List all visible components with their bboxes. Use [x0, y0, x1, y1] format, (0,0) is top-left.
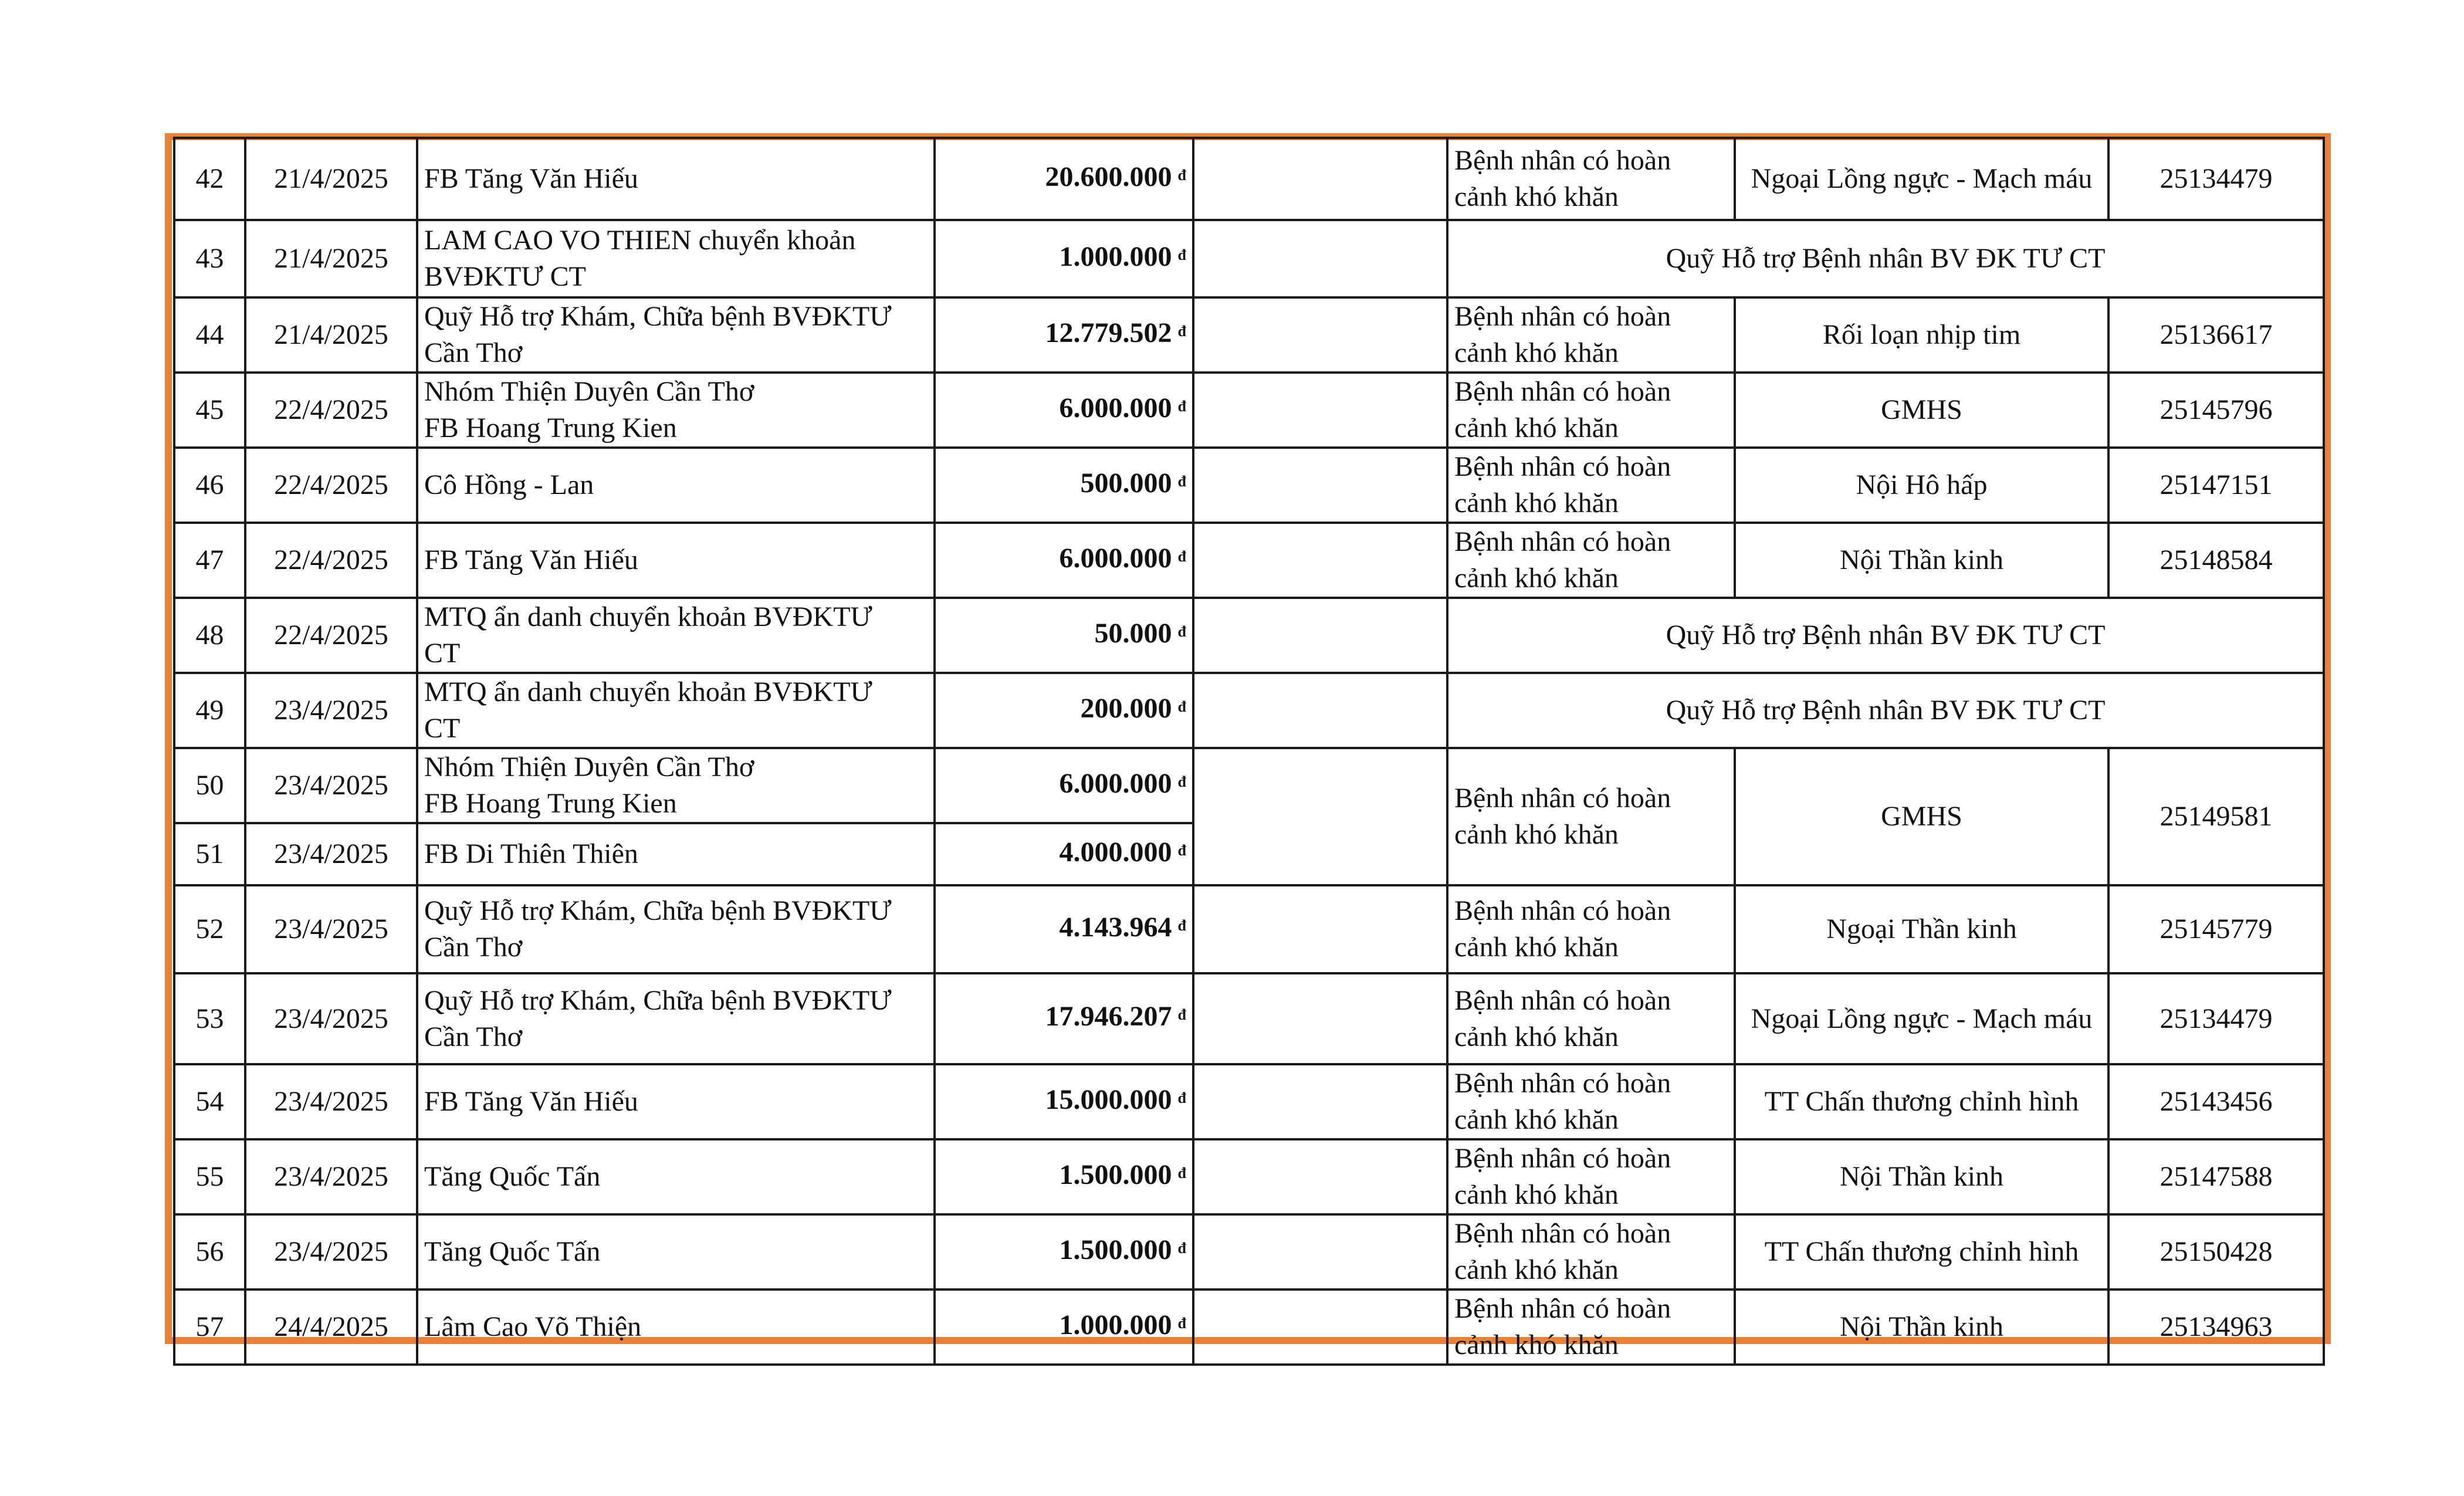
- row-date: 22/4/2025: [245, 523, 417, 598]
- beneficiary-category: Bệnh nhân có hoàn cảnh khó khăn: [1447, 523, 1735, 598]
- beneficiary-category: Bệnh nhân có hoàn cảnh khó khăn: [1447, 448, 1735, 523]
- table-row: [174, 373, 2324, 448]
- patient-code: 25149581: [2108, 748, 2324, 885]
- patient-code: 25134479: [2108, 973, 2324, 1064]
- currency-symbol: đ: [1177, 246, 1186, 263]
- row-number: 45: [174, 373, 245, 448]
- currency-symbol: đ: [1177, 698, 1186, 715]
- hospital-department: Rối loạn nhịp tim: [1735, 297, 2108, 373]
- row-number: 52: [174, 885, 245, 973]
- beneficiary-category: Bệnh nhân có hoàn cảnh khó khăn: [1447, 1289, 1735, 1365]
- currency-symbol: đ: [1177, 1006, 1186, 1023]
- donor-name: Nhóm Thiện Duyên Cần Thơ FB Hoang Trung Kien: [417, 748, 935, 823]
- row-date: 23/4/2025: [245, 748, 417, 823]
- row-date: 22/4/2025: [245, 448, 417, 523]
- donation-amount: 4.000.000 $^đ$: [935, 823, 1193, 885]
- hospital-department: Nội Hô hấp: [1735, 448, 2108, 523]
- beneficiary-category: Bệnh nhân có hoàn cảnh khó khăn: [1447, 1214, 1735, 1289]
- donation-amount: 1.500.000 $^đ$: [935, 1139, 1193, 1214]
- row-number: 54: [174, 1064, 245, 1139]
- currency-symbol: đ: [1177, 1164, 1186, 1182]
- donor-name: Quỹ Hỗ trợ Khám, Chữa bệnh BVĐKTƯ Cần Thơ: [417, 973, 935, 1064]
- patient-code: 25145796: [2108, 373, 2324, 448]
- donor-name: Quỹ Hỗ trợ Khám, Chữa bệnh BVĐKTƯ Cần Thơ: [417, 297, 935, 373]
- patient-code: 25145779: [2108, 885, 2324, 973]
- row-number: 56: [174, 1214, 245, 1289]
- patient-code: 25147588: [2108, 1139, 2324, 1214]
- hospital-department: TT Chấn thương chỉnh hình: [1735, 1064, 2108, 1139]
- donor-name: Cô Hồng - Lan: [417, 448, 935, 523]
- currency-symbol: đ: [1177, 841, 1186, 859]
- blank-cell: [1193, 1289, 1447, 1365]
- row-number: 53: [174, 973, 245, 1064]
- beneficiary-category: Bệnh nhân có hoàn cảnh khó khăn: [1447, 297, 1735, 373]
- row-number: 43: [174, 220, 245, 297]
- row-number: 49: [174, 673, 245, 748]
- donation-amount: 15.000.000 $^đ$: [935, 1064, 1193, 1139]
- row-number: 44: [174, 297, 245, 373]
- table-row: [174, 220, 2324, 297]
- fund-name: Quỹ Hỗ trợ Bệnh nhân BV ĐK TƯ CT: [1447, 220, 2324, 297]
- row-date: 23/4/2025: [245, 1064, 417, 1139]
- currency-symbol: đ: [1177, 1089, 1186, 1106]
- blank-cell: [1193, 448, 1447, 523]
- row-date: 23/4/2025: [245, 673, 417, 748]
- hospital-department: Nội Thần kinh: [1735, 523, 2108, 598]
- patient-code: 25147151: [2108, 448, 2324, 523]
- patient-code: 25134963: [2108, 1289, 2324, 1365]
- row-date: 23/4/2025: [245, 973, 417, 1064]
- row-number: 47: [174, 523, 245, 598]
- table-row: [174, 1214, 2324, 1289]
- table-row: [174, 1289, 2324, 1365]
- hospital-department: GMHS: [1735, 373, 2108, 448]
- row-date: 22/4/2025: [245, 598, 417, 673]
- beneficiary-category: Bệnh nhân có hoàn cảnh khó khăn: [1447, 1139, 1735, 1214]
- blank-cell: [1193, 1064, 1447, 1139]
- row-date: 21/4/2025: [245, 297, 417, 373]
- blank-cell: [1193, 748, 1447, 885]
- table-row: [174, 598, 2324, 673]
- table-row: [174, 297, 2324, 373]
- hospital-department: Ngoại Thần kinh: [1735, 885, 2108, 973]
- donor-name: FB Tăng Văn Hiếu: [417, 523, 935, 598]
- row-date: 23/4/2025: [245, 1139, 417, 1214]
- row-date: 23/4/2025: [245, 1214, 417, 1289]
- row-number: 50: [174, 748, 245, 823]
- donation-amount: 1.000.000 $^đ$: [935, 220, 1193, 297]
- beneficiary-category: Bệnh nhân có hoàn cảnh khó khăn: [1447, 1064, 1735, 1139]
- hospital-department: Nội Thần kinh: [1735, 1139, 2108, 1214]
- donation-amount: 1.000.000 $^đ$: [935, 1289, 1193, 1365]
- hospital-department: TT Chấn thương chỉnh hình: [1735, 1214, 2108, 1289]
- patient-code: 25143456: [2108, 1064, 2324, 1139]
- blank-cell: [1193, 1139, 1447, 1214]
- currency-symbol: đ: [1177, 397, 1186, 415]
- donor-name: FB Di Thiên Thiên: [417, 823, 935, 885]
- patient-code: 25148584: [2108, 523, 2324, 598]
- table-row: [174, 448, 2324, 523]
- row-date: 21/4/2025: [245, 138, 417, 220]
- donation-amount: 20.600.000 $^đ$: [935, 138, 1193, 220]
- table-row: [174, 973, 2324, 1064]
- hospital-department: Ngoại Lồng ngực - Mạch máu: [1735, 973, 2108, 1064]
- currency-symbol: đ: [1177, 1239, 1186, 1257]
- table-row: [174, 1139, 2324, 1214]
- fund-name: Quỹ Hỗ trợ Bệnh nhân BV ĐK TƯ CT: [1447, 598, 2324, 673]
- donor-name: FB Tăng Văn Hiếu: [417, 1064, 935, 1139]
- blank-cell: [1193, 973, 1447, 1064]
- row-date: 24/4/2025: [245, 1289, 417, 1365]
- beneficiary-category: Bệnh nhân có hoàn cảnh khó khăn: [1447, 885, 1735, 973]
- table-row: [174, 673, 2324, 748]
- donor-name: MTQ ẩn danh chuyển khoản BVĐKTƯ CT: [417, 598, 935, 673]
- blank-cell: [1193, 373, 1447, 448]
- donor-name: Tăng Quốc Tấn: [417, 1214, 935, 1289]
- currency-symbol: đ: [1177, 322, 1186, 340]
- row-number: 46: [174, 448, 245, 523]
- patient-code: 25134479: [2108, 138, 2324, 220]
- row-number: 42: [174, 138, 245, 220]
- ledger-body: [174, 138, 2324, 1365]
- blank-cell: [1193, 885, 1447, 973]
- beneficiary-category: Bệnh nhân có hoàn cảnh khó khăn: [1447, 138, 1735, 220]
- beneficiary-category: Bệnh nhân có hoàn cảnh khó khăn: [1447, 973, 1735, 1064]
- beneficiary-category: Bệnh nhân có hoàn cảnh khó khăn: [1447, 748, 1735, 885]
- donation-ledger-table: [173, 137, 2325, 1366]
- currency-symbol: đ: [1177, 916, 1186, 934]
- row-number: 57: [174, 1289, 245, 1365]
- blank-cell: [1193, 598, 1447, 673]
- row-date: 21/4/2025: [245, 220, 417, 297]
- row-date: 23/4/2025: [245, 885, 417, 973]
- table-row: [174, 885, 2324, 973]
- donation-amount: 17.946.207 $^đ$: [935, 973, 1193, 1064]
- donation-amount: 200.000 $^đ$: [935, 673, 1193, 748]
- currency-symbol: đ: [1177, 547, 1186, 565]
- blank-cell: [1193, 523, 1447, 598]
- hospital-department: Ngoại Lồng ngực - Mạch máu: [1735, 138, 2108, 220]
- blank-cell: [1193, 220, 1447, 297]
- blank-cell: [1193, 297, 1447, 373]
- donation-amount: 6.000.000 $^đ$: [935, 748, 1193, 823]
- donor-name: Lâm Cao Võ Thiện: [417, 1289, 935, 1365]
- row-number: 48: [174, 598, 245, 673]
- donation-amount: 50.000 $^đ$: [935, 598, 1193, 673]
- row-number: 55: [174, 1139, 245, 1214]
- donation-amount: 1.500.000 $^đ$: [935, 1214, 1193, 1289]
- donor-name: FB Tăng Văn Hiếu: [417, 138, 935, 220]
- patient-code: 25150428: [2108, 1214, 2324, 1289]
- fund-name: Quỹ Hỗ trợ Bệnh nhân BV ĐK TƯ CT: [1447, 673, 2324, 748]
- donor-name: Nhóm Thiện Duyên Cần Thơ FB Hoang Trung Kien: [417, 373, 935, 448]
- donor-name: Quỹ Hỗ trợ Khám, Chữa bệnh BVĐKTƯ Cần Thơ: [417, 885, 935, 973]
- row-number: 51: [174, 823, 245, 885]
- row-date: 22/4/2025: [245, 373, 417, 448]
- donor-name: MTQ ẩn danh chuyển khoản BVĐKTƯ CT: [417, 673, 935, 748]
- donor-name: Tăng Quốc Tấn: [417, 1139, 935, 1214]
- donation-amount: 6.000.000 $^đ$: [935, 373, 1193, 448]
- blank-cell: [1193, 138, 1447, 220]
- donor-name: LAM CAO VO THIEN chuyển khoản BVĐKTƯ CT: [417, 220, 935, 297]
- donation-amount: 12.779.502 $^đ$: [935, 297, 1193, 373]
- currency-symbol: đ: [1177, 1314, 1186, 1332]
- blank-cell: [1193, 673, 1447, 748]
- currency-symbol: đ: [1177, 472, 1186, 490]
- hospital-department: Nội Thần kinh: [1735, 1289, 2108, 1365]
- table-row: [174, 1064, 2324, 1139]
- currency-symbol: đ: [1177, 773, 1186, 790]
- table-row: [174, 748, 2324, 823]
- table-row: [174, 523, 2324, 598]
- donation-amount: 500.000 $^đ$: [935, 448, 1193, 523]
- blank-cell: [1193, 1214, 1447, 1289]
- donation-amount: 4.143.964 $^đ$: [935, 885, 1193, 973]
- currency-symbol: đ: [1177, 622, 1186, 640]
- beneficiary-category: Bệnh nhân có hoàn cảnh khó khăn: [1447, 373, 1735, 448]
- patient-code: 25136617: [2108, 297, 2324, 373]
- table-row: [174, 138, 2324, 220]
- hospital-department: GMHS: [1735, 748, 2108, 885]
- donation-amount: 6.000.000 $^đ$: [935, 523, 1193, 598]
- currency-symbol: đ: [1177, 166, 1186, 184]
- row-date: 23/4/2025: [245, 823, 417, 885]
